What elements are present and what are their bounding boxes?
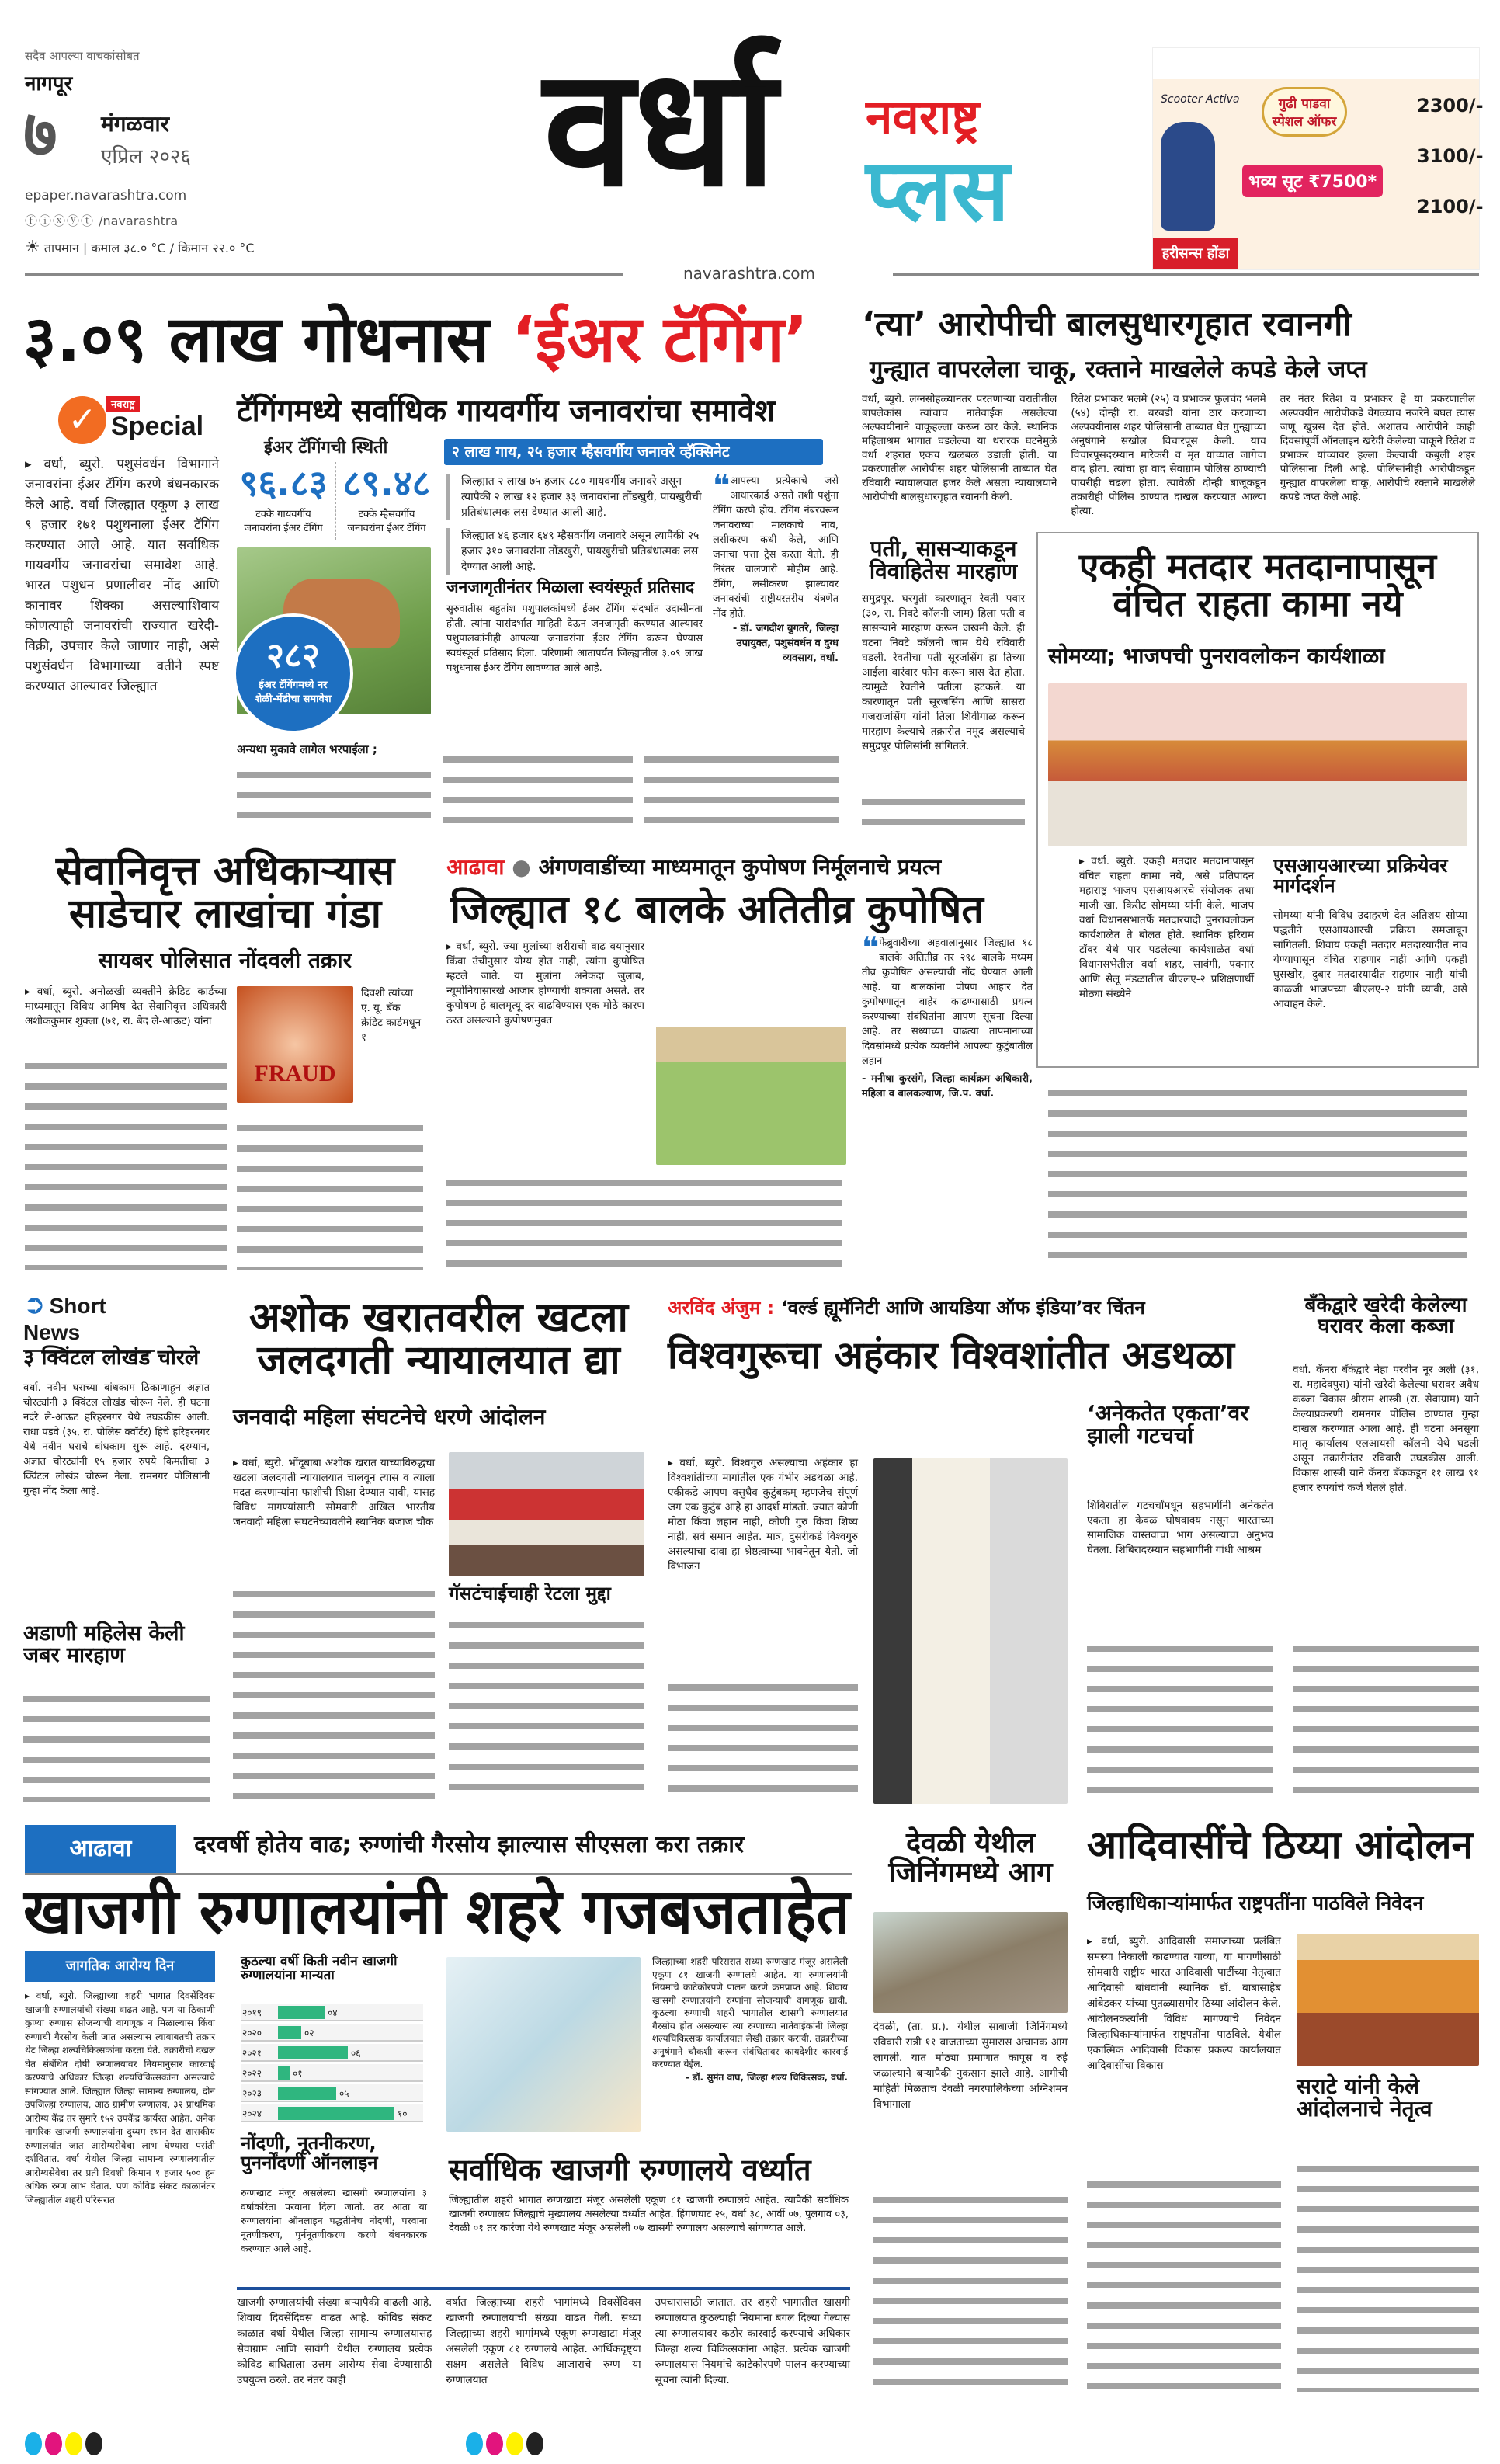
juvenile-col: रितेश प्रभाकर भलमे (२५) व प्रभाकर फुलचंद भलमे (५४) दोन्ही रा. बरबडी यांना ठार करणाऱ्या अल्पवयीनास शहर पोलिसांनी ताब्यात घेत गुन्ह्याच्या अनुषंगाने सखोल विचारपूस केली. याच विचारपूसदरम्यान मारेकरी व मृत यांच्यात जागेचा वाद होता. त्यांचा हा वाद सेवाग्राम पोलिस ठाण्याची पायरीही चढला होता. त्यावेळी दोन्ही बाजूकडून तक्रारीही पोलिस ठाण्यात दाखल करण्यात आल्या होत्या. (1071, 393, 1266, 517)
lead-headline-black: ३.०९ लाख गोधनास (23, 303, 490, 377)
devli-body: देवळी, (ता. प्र.). येथील साबाजी जिनिंगमध्ये रविवारी रात्री ११ वाजताच्या सुमारास अचानक आग लागली. यात मोठ्या प्रमाणात कापूस व रुई जळाल्याने बऱ्यापैकी नुकसान झाले आहे. आगीची माहिती मिळताच देवळी नगरपालिकेच्या अग्निशमन विभागाला (873, 2021, 1068, 2111)
anekta-head: ‘अनेकतेत एकता’वर झाली गटचर्चा (1087, 1400, 1249, 1449)
sarate-body (1297, 2159, 1479, 2392)
voter-body: ▸ वर्धा. ब्युरो. एकही मतदार मतदानापासून वंचित राहता कामा नये, असे प्रतिपादन महाराष्ट्र भाजप एसआयआरचे संयोजक तथा माजी खा. किरीट सोमय्या यांनी केले. भाजप वर्धा विधानसभातर्फे मतदारयादी पुनरावलोकन कार्यशाळेत ते बोलत होते. स्थानिक हरिराम टॉवर येथे पार पडलेल्या कार्यशाळेत वर्धा विधानसभेतील वर्धा शहर, सावंगी, पवनार आणि सेलू मंडळातील बीएलए-२ प्रशिक्षणार्थी मोठ्या संख्येने (1079, 855, 1254, 1000)
most-hospitals-body: जिल्ह्यातील शहरी भागात रुग्णखाटा मंजूर असलेली एकूण ८१ खाजगी रुग्णालये आहेत. त्यापैकी सर्वाधिक खाजगी रुग्णालय जिल्ह्याचे मुख्यालय असलेल्या वर्ध्यात आहेत. हिंगणघाट २५, वर्धा ३८, आर्वी ०७, पुलगाव ०३, देवळी ०१ तर कारंजा येथे रुग्णखाट मंजूर असलेली ०७ खासगी रुग्णालय असल्याचे सांगण्यात आले. (449, 2195, 849, 2234)
bank-headline: बँकेद्वारे खरेदी केलेल्या घरावर केला कब्जा (1304, 1294, 1467, 1339)
approval-bar-chart (241, 2004, 423, 2128)
short-news-title: Short News (23, 1294, 106, 1344)
quote-text: फेब्रुवारीच्या अहवालानुसार जिल्ह्यात १८ बालके अतितीव्र तर २९८ बालके मध्यम तीव्र कुपोषित असल्याची नोंद घेण्यात आली आहे. या बालकांना पोषण आहार देत कुपोषणातून बाहेर काढण्यासाठी प्रयत्न करण्याच्या संबंधितांना आपण सूचना दिल्या आहे. तर सध्याच्या वाढत्या तापमानाच्या दिवसांमध्ये प्रत्येक व्यक्तीने आपल्या कुटुंबातील लहान (862, 937, 1033, 1067)
fire-photo (873, 1912, 1068, 2013)
voter-headline: एकही मतदार मतदानापासून वंचित राहता कामा नये (1078, 545, 1437, 625)
bullet-item: जिल्ह्यात ४६ हजार ६४९ म्हैसवर्गीय जनावरे असून त्यापैकी २५ हजार ३१० जनावरांना तोंडखुरी, पायखुरीची प्रतिबंधात्मक लस देण्यात आली आहे. (446, 528, 703, 575)
bullet-dot-icon: ● (512, 854, 531, 880)
devli-more (873, 2190, 1068, 2392)
sir-head: एसआयआरच्या प्रक्रियेवर मार्गदर्शन (1273, 854, 1448, 898)
kicker-rule (25, 1873, 852, 1875)
chart-data-label: ०५ (339, 2088, 349, 2099)
fraud-body: ▸ वर्धा, ब्युरो. अनोळखी व्यक्तीने क्रेडिट कार्डच्या माध्यमातून विविध आमिष देत सेवानिवृत्त अधिकारी अशोककुमार शुक्ला (७१, रा. बेद ले-आऊट) यांना (25, 985, 227, 1027)
weather-icon: ☀ (25, 238, 40, 257)
kicker-text: अंगणवाडींच्या माध्यमातून कुपोषण निर्मूलनाचे प्रयत्न (538, 854, 942, 880)
status-title: ईअर टॅगिंगची स्थिती (264, 438, 388, 457)
registration-marks (25, 2432, 106, 2459)
quote-author: - डॉ. सुमंत वाघ, जिल्हा शल्य चिकित्सक, वर्धा. (685, 2071, 848, 2083)
header-epaper[interactable]: epaper.navarashtra.com (25, 188, 187, 203)
chart-row (241, 2024, 423, 2042)
chart-row (241, 2104, 423, 2122)
ad-price-3: 2100/- (1417, 196, 1484, 217)
protest-photo (449, 1452, 644, 1576)
lead-lower-text-3 (644, 749, 839, 823)
malnutrition-more (446, 1173, 842, 1270)
chart-tick-label: २०१९ (242, 2007, 262, 2018)
sarate-head: सराटे यांनी केले आंदोलनाचे नेतृत्व (1297, 2073, 1432, 2122)
hospitals-headline: खाजगी रुग्णालयांनी शहरे गजबजताहेत (23, 1875, 850, 1948)
lead-subhead: टॅगिंगमध्ये सर्वाधिक गायवर्गीय जनावरांचा समावेश (237, 394, 776, 429)
quote-author: - डॉ. जगदीश बुगतरे, जिल्हा उपायुक्त, पशुसंवर्धन व दुग्ध व्यवसाय, वर्धा. (732, 623, 839, 664)
short-news-item-body: वर्धा. नवीन घराच्या बांधकाम ठिकाणाहून अज्ञात चोरट्यांनी ३ क्विंटल लोखंड चोरून नेले. ही घटना नदंरे ले-आऊट हरिहरनगर येथे उघडकीस आली. राधा पडवे (३५, रा. पोलिस क्वॉर्टर) हिचे हरिहरनगर येथे नवीन घराचे बांधकाम सुरू आहे. दरम्यान, अज्ञात चोरट्यांनी १५ हजार रुपये किमतीचा ३ क्विंटल लोखंड चोरून नेला. रामनगर पोलिसांनी गुन्हा नोंद केला आहे. (23, 1382, 210, 1497)
weather-label: तापमान (43, 241, 79, 255)
awareness-head: जनजागृतीनंतर मिळाला स्वयंस्फूर्त प्रतिसाद (446, 578, 695, 596)
ad-discount: भव्य सूट ₹7500* (1242, 165, 1383, 197)
kharat-headline: अशोक खरातवरील खटला जलदगती न्यायालयात द्या (249, 1295, 628, 1384)
juvenile-col: वर्धा, ब्युरो. लग्नसोहळ्यानंतर परतणाऱ्या वरातीतील बापलेकांस त्यांचाच नातेवाईक असलेल्या अल्पवयीनाने चाकूहल्ला करून ठार केले. स्थानिक महिलाश्रम भागात घडलेल्या या थरारक घटनेमुळे वर्धा शहरात एकच खळबळ उडाली होती. या प्रकरणातील आरोपीस शहर पोलिसांनी ताब्यात घेत रविवारी न्यायालयात हजर केले असता न्यायालयाने आरोपीची बालसुधारगृहात रवानगी केली. (862, 393, 1057, 503)
bank-body: वर्धा. कॅनरा बँकेद्वारे नेहा परवीन नूर अली (३१, रा. महादेवपुरा) यांनी खरेदी केलेल्या घरावर अवैध कब्जा विकास श्रीराम शास्त्री (रा. सेवाग्राम) याने केल्याप्रकरणी रामनगर पोलिस ठाण्यात गुन्हा दाखल करण्यात आला आहे. ही घटना अनसूया मातृ कार्यालय एलआयसी कॉलनी येथे घडली असून तक्रारीनंतर रविवारी उघडकीस आली. विकास शास्त्री याने कॅनरा बँककडून ११ लाख ९१ हजार रुपयांचे कर्ज घेतले होते. (1293, 1364, 1479, 1494)
stat-buffalo (340, 458, 433, 534)
bullet-item: जिल्ह्यात २ लाख ७५ हजार ८८० गायवर्गीय जनावरे असून त्यापैकी २ लाख १२ हजार ३३ जनावरांना तोंडखुरी, पायखुरीची प्रतिबंधात्मक लस देण्यात आली आहे. (446, 474, 703, 520)
masthead-brand-red: नवराष्ट्र (866, 89, 980, 145)
juvenile-col: तर नंतर रितेश व प्रभाकर हे या प्रकरणातील अल्पवयीन आरोपीकडे वेगळ्याच नजरेने बघत त्यास जणू खुन्नस देत होते. अशातच आरोपीने काही दिवसांपूर्वी ऑनलाइन खरेदी केलेल्या चाकूने रितेश व प्रभाकर यांच्यावर हल्ला केल्याची कबुली शहर पोलिसांना दिली आहे. पोलिसांनीही आरोपीकडून गुन्ह्यात वापरलेला चाकू, आरोपीचे रक्ताने माखलेले कपडे जप्त केले आहे. (1280, 393, 1475, 503)
social-handle: /navarashtra (99, 214, 179, 228)
bullet-list (446, 474, 703, 575)
fraud-image-word: FRAUD (254, 1061, 336, 1086)
header-rule-left (25, 273, 623, 276)
bank-more (1293, 1639, 1479, 1802)
voter-subhead: सोमय्या; भाजपची पुनरावलोकन कार्यशाळा (1048, 643, 1385, 669)
lead-lower-text-1 (237, 765, 431, 823)
kharat-more-1 (233, 1584, 435, 1802)
chart-row (241, 2044, 423, 2062)
assault-body: समुद्रपूर. घरगुती कारणातून रेवती पवार (३०, रा. निवटे कॉलनी जाम) हिला पती व सासऱ्याने मारहाण करून जखमी केले. ही घटना निवटे कॉलनी जाम येथे रविवारी घडली. रेवतीचा पती सूरजसिंग हा तिच्या आईला वारंवार फोन करून त्रास देत होता. त्यामुळे रेवतीने पतीला हटकले. या कारणातून पती सूरजसिंग आणि सासरा गजराजसिंग यांनी तिला शिवीगाळ करून मारहाण केल्याचे तक्रारीत नमूद असल्याचे समुद्रपूर पोलिसांनी सांगितले. (862, 593, 1025, 752)
chart-bar (278, 2046, 348, 2059)
tribal-subhead: जिल्हाधिकाऱ्यांमार्फत राष्ट्रपतींना पाठविले निवेदन (1087, 1892, 1424, 1914)
chart-data-label: ०४ (328, 2007, 338, 2018)
ad-dealer: हरीसन्स होंडा (1153, 238, 1238, 269)
kicker-text: ‘वर्ल्ड ह्यूमॅनिटी आणि आयडिया ऑफ इंडिया’वर चिंतन (780, 1297, 1145, 1319)
tribal-protest-photo (1297, 1934, 1479, 2066)
stat-buffalo-label: टक्के म्हैसवर्गीय जनावरांना ईअर टॅगिंग (347, 509, 426, 534)
anjum-body: ▸ वर्धा, ब्युरो. विश्वगुरु असल्याचा अहंकार हा विश्वशांतीच्या मार्गातील एक गंभीर अडथळा आहे. एकीकडे आपण वसुधैव कुटुंबकम् म्हणजेच संपूर्ण जग एक कुटुंब आहे हा आदर्श मांडतो. ज्यात कोणी मोठा किंवा लहान नाही, कोणी गुरु किंवा शिष्य नाही, सर्व समान आहेत. मात्र, दुसरीकडे विश्वगुरु असल्याचा दावा हा श्रेष्ठत्वाच्या भावनेतून येतो. जो विभाजन (668, 1457, 858, 1573)
chart-title: कुठल्या वर्षी किती नवीन खाजगी रुग्णालयांना मान्यता (241, 1954, 398, 1983)
vaccine-bar-text: २ लाख गाय, २५ हजार म्हैसवर्गीय जनावरे व्हॅक्सिनेट (452, 443, 730, 460)
chart-data-label: १० (398, 2108, 408, 2119)
hospitals-quote (652, 1955, 848, 2083)
hospitals-kicker-tag: आढावा (25, 1825, 176, 1873)
lead-lower-text-2 (443, 749, 633, 823)
ad-banner[interactable] (1153, 48, 1484, 269)
hospitals-col: वर्षात जिल्ह्याच्या शहरी भागांमध्ये दिवसेंदिवस खाजगी रुग्णालयांची संख्या वाढत गेली. सध्या जिल्ह्याच्या शहरी भागांमध्ये एकूण रुग्णखाटा मंजूर असलेली एकूण ८१ रुग्णालये आहेत. आर्थिकदृष्ट्या सक्षम असलेले विविध आजाराचे रुग्ण या रुग्णालयात (446, 2296, 641, 2386)
short-news-icon: ➲ (23, 1289, 46, 1320)
special-label: Special (111, 412, 204, 441)
badge-value: २८२ (266, 636, 320, 676)
chart-data-label: ०१ (293, 2068, 303, 2079)
hospitals-col: उपचारासाठी जातात. तर शहरी भागातील खासगी रुग्णालयात कुठल्याही नियमांना बगल दिल्या गेल्यास त्या रुग्णालयावर कठोर कारवाई करण्याचे अधिकार जिल्हा शल्य चिकित्सकांना आहेत. प्रत्येक खाजगी रुग्णालयास नियमांचे काटेकोरपणे पालन करण्याच्या सूचना त्यांनी दिल्या. (655, 2296, 850, 2386)
hospitals-cols (237, 2295, 850, 2388)
header-rule-right (893, 273, 1479, 276)
stat-cow-label: टक्के गायवर्गीय जनावरांना ईअर टॅगिंग (244, 509, 323, 534)
kicker-label: अरविंद अंजुम : (668, 1297, 775, 1319)
header-city: नागपूर (25, 72, 73, 96)
malnutrition-kicker (446, 856, 941, 878)
chart-tick-label: २०२० (242, 2028, 262, 2038)
ad-price-1: 2300/- (1417, 95, 1484, 116)
badge-label: ईअर टॅगिंगमध्ये नर शेळी-मेंढीचा समावेश (255, 679, 332, 705)
fraud-subhead: सायबर पोलिसात नोंदवली तक्रार (98, 947, 352, 973)
header-weekday: मंगळवार (101, 111, 170, 137)
tribal-more (1087, 2174, 1281, 2392)
quote-author: - मनीषा कुरसंगे, जिल्हा कार्यक्रम अधिकारी, महिला व बालकल्याण, जि.प. वर्धा. (862, 1073, 1033, 1100)
workshop-photo (1048, 683, 1467, 846)
compensation-head: अन्यथा मुकावे लागेल भरपाईला ; (237, 742, 377, 756)
juvenile-subhead: गुन्ह्यात वापरलेला चाकू, रक्ताने माखलेले कपडे केले जप्त (870, 356, 1367, 384)
fraud-more-1 (25, 1056, 227, 1270)
kharat-subhead: जनवादी महिला संघटनेचे धरणे आंदोलन (233, 1404, 546, 1430)
sir-body: सोमय्या यांनी विविध उदाहरणे देत अतिशय सोप्या पद्धतीने एसआयआरची प्रक्रिया समजावून सांगितली. शिवाय एकही मतदार मतदारयादीत नाव येण्यापासून वंचित राहणार नाही आणि एकही घुसखोर, दुबार मतदारयादीत राहणार नाही यांची काळजी भाजपच्या बीएलए-२ यांनी घ्यावी, असे आवाहन केले. (1273, 909, 1467, 1010)
awareness-body: सुरुवातीस बहुतांश पशुपालकांमध्ये ईअर टॅगिंग संदर्भात उदासीनता होती. त्यांना यासंदर्भात माहिती देऊन जनजागृती करण्यात आल्यावर पशुपालकांनीही आपल्या जनावरांना ईअर टॅगिंग करून घेण्यास स्वयंस्फूर्त प्रतिसाद दिला. परिणामी आतापर्यंत जिल्ह्यातील ३.०९ लाख पशुधनास ईअर टॅगिंग लावण्यात आले आहे. (446, 603, 703, 674)
chart-data-label: ०६ (351, 2048, 361, 2059)
anjum-more (668, 1677, 858, 1802)
malnutrition-body: ▸ वर्धा, ब्युरो. ज्या मुलांच्या शरीराची वाढ वयानुसार किंवा उंचीनुसार योग्य होत नाही, त्यांना कुपोषित म्हटले जाते. या मुलांना अनेकदा जुलाब, न्यूमोनियासारखे आजार होण्याची शक्यता असते. तर कुपोषण हे बालमृत्यू दर वाढविण्यास एक मोठे कारण ठरत असल्याने कुपोषणमुक्त (446, 940, 644, 1027)
fraud-more-2 (237, 1118, 423, 1270)
lead-headline-red: ‘ईअर टॅगिंग’ (511, 303, 808, 377)
gas-head: गॅसटंचाईचाही रेटला मुद्दा (449, 1583, 611, 1604)
stat-cow (237, 458, 330, 534)
devli-headline: देवळी येथील जिनिंगमध्ये आग (888, 1827, 1053, 1889)
ad-scooter-image (1161, 122, 1215, 231)
malnutrition-headline: जिल्ह्यात १८ बालके अतितीव्र कुपोषित (450, 887, 984, 932)
masthead-title: वर्धा (543, 33, 777, 223)
fraud-image (237, 986, 353, 1103)
ad-offer-title: गुढी पाडवा स्पेशल ऑफर (1262, 87, 1347, 137)
stat-divider (335, 462, 336, 540)
ad-price-2: 3100/- (1417, 145, 1484, 167)
health-day-tag: जागतिक आरोग्य दिन (25, 1951, 215, 1982)
anjum-headline: विश्वगुरूचा अहंकार विश्वशांतीत अडथळा (668, 1333, 1234, 1378)
weather: ☀ तापमान | कमाल ३८.० °C / किमान २२.० °C (25, 238, 255, 257)
lead-quote (713, 468, 839, 666)
chart-row (241, 2064, 423, 2082)
check-icon: ✓ (58, 396, 106, 444)
short-news-header (23, 1289, 155, 1352)
hospitals-body: ▸ वर्धा, ब्युरो. जिल्ह्याच्या शहरी भागात दिवसेंदिवस खाजगी रुग्णालयांची संख्या वाढत आहे. पण या ठिकाणी कुण्या रुग्णास सोजन्याची वागणूक न मिळाल्यास किंवा रुग्णाची गैरसोय केली जात असल्यास त्याबाबतची तक्रार थेट जिल्हा शल्यचिकित्सकांना करता येते. तक्रारीची दखल घेत संबंधित दोषी रुग्णालयावर नियमानुसार कारवाई करण्याचे अधिकार जिल्हा शल्यचिकित्सकांना असल्याचे सांगण्यात आले. जिल्ह्यात जिल्हा सामान्य रुग्णालय, दोन उपजिल्हा रुग्णालय, आठ ग्रामीण रुग्णालय, ३२ प्राथमिक आरोग्य केंद्र तर सुमारे १५२ उपकेंद्र कार्यरत आहेत. अनेक नागरिक खाजगी रुग्णालयांना दुय्यम स्थान देत शासकीय रुग्णालयांत जात आरोग्यसेवेचा लाभ घेण्यास पसंती दर्शवितात. वर्धा येथील जिल्हा सामान्य रुग्णालयातील आरोग्यसेवेचा तर प्रती दिवशी किमान १ हजार ५०० हून अधिक रुग्ण लाभ घेतात. पण कोविड संकट काळानंतर जिल्ह्यातील शहरी परिसरात (25, 1990, 215, 2205)
malnutrition-quote (862, 930, 1033, 1101)
chart-tick-label: २०२२ (242, 2068, 262, 2079)
hospital-illustration (446, 1957, 641, 2132)
website[interactable]: navarashtra.com (683, 264, 815, 283)
header-month-year: एप्रिल २०२६ (101, 145, 191, 169)
badge-circle (233, 613, 353, 734)
masthead-brand-blue: प्लस (866, 141, 1009, 240)
fraud-body-2: दिवशी त्यांच्या ए. यू. बँक क्रेडिट कार्डमधून १ (361, 987, 422, 1044)
tribal-body: ▸ वर्धा, ब्युरो. आदिवासी समाजाच्या प्रलंबित समस्या निकाली काढण्यात याव्या, या मागणीसाठी सोमवारी राष्ट्रीय भारत आदिवासी पार्टीच्या नेतृत्वात आदिवासी बांधवांनी स्थानिक डॉ. बाबासाहेब आंबेडकर यांच्या पुतळ्यासमोर ठिय्या आंदोलन केले. आंदोलनकर्त्यांनी विविध मागण्यांचे निवेदन जिल्हाधिकाऱ्यांमार्फत राष्ट्रपतींना पाठविले. येथील एकात्मिक आदिवासी विकास प्रकल्प कार्यालयात आदिवासींचा विकास (1087, 1935, 1281, 2072)
voter-more (1048, 1083, 1467, 1270)
chart-bar (278, 2026, 301, 2039)
fraud-headline: सेवानिवृत्त अधिकाऱ्यास साडेचार लाखांचा गंडा (55, 848, 395, 937)
chart-row (241, 2004, 423, 2021)
stat-cow-value: ९६.८३ (239, 462, 328, 504)
header-tagline: सदैव आपल्या वाचकांसोबत (25, 49, 140, 63)
registration-marks (466, 2432, 547, 2459)
lead-headline (23, 303, 808, 377)
kharat-body: ▸ वर्धा, ब्युरो. भोंदूबाबा अशोक खरात याच्याविरुद्धचा खटला जलदगती न्यायालयात चालवून त्यास व त्याला मदत करणाऱ्यांना फाशीची शिक्षा देण्यात यावी, यासह विविध मागण्यांसाठी सोमवारी अखिल भारतीय जनवादी महिला संघटनेच्यावतीने स्थानिक बजाज चौक (233, 1457, 435, 1528)
weather-temp: कमाल ३८.० °C / किमान २२.० °C (91, 241, 255, 255)
stat-buffalo-value: ८९.४८ (342, 462, 431, 504)
kharat-more-2 (449, 1615, 644, 1802)
special-brand: नवराष्ट्र (106, 396, 140, 412)
vaccine-bar (444, 439, 823, 465)
assault-headline: पती, सासऱ्याकडून विवाहितेस मारहाण (869, 536, 1018, 585)
short-news-item-head: अडाणी महिलेस केली जबर मारहाण (23, 1621, 185, 1668)
chart-bar (278, 2087, 336, 2100)
kicker-label: आढावा (446, 854, 505, 880)
quote-icon: ❝ (862, 930, 880, 964)
assault-more (862, 792, 1025, 827)
lead-body: ▸ वर्धा, ब्युरो. पशुसंवर्धन विभागाने जनावरांना ईअर टॅगिंग करणे बंधनकारक केले आहे. वर्धा जिल्ह्यात एकूण ३ लाख ९ हजार १७१ पशुधनाला ईअर टॅगिंग करण्यात आले आहे. यात सर्वाधिक गायवर्गीय जनावरांचा समावेश आहे. भारत पशुधन प्रणालीवर नोंद आणि कानावर शिक्का असल्याशिवाय कोणत्याही जनावरांची राज्यात खरेदी-विक्री, उपचार केले जाणार नाही, असे पशुसंवर्धन विभागाच्या वतीने स्पष्ट करण्यात आल्यावर जिल्ह्यात (25, 457, 219, 694)
short-news-item-body (23, 1689, 210, 1802)
anekta-body: शिबिरातील गटचर्चांमधून सहभागींनी अनेकतेत एकता हा केवळ घोषवाक्य नसून भारताच्या सामाजिक वास्तवाचा भाग असल्याचा अनुभव घेतला. शिबिरादरम्यान सहभागींनी गांधी आश्रम (1087, 1500, 1273, 1556)
online-head: नोंदणी, नूतनीकरण, पुनर्नोंदणी ऑनलाइन (241, 2132, 378, 2174)
chart-bar (278, 2107, 394, 2120)
chart-bar (278, 2066, 290, 2080)
header-date-day: ७ (23, 96, 57, 172)
tribal-headline: आदिवासींचे ठिय्या आंदोलन (1087, 1823, 1474, 1868)
chart-tick-label: २०२३ (242, 2088, 262, 2099)
section-rule (237, 2287, 850, 2290)
quote-icon: ❝ (713, 468, 731, 502)
most-hospitals-head: सर्वाधिक खाजगी रुग्णालये वर्ध्यात (449, 2153, 811, 2187)
hospitals-col: खाजगी रुग्णालयांची संख्या बऱ्यापैकी वाढली आहे. शिवाय दिवसेंदिवस वाढत आहे. कोविड संकट काळात वर्धा येथील जिल्हा सामान्य रुग्णालयासह सेवाग्राम आणि सावंगी येथील रुग्णालय प्रत्येक कोविड बाधिताला उत्तम आरोग्य सेवा देण्यासाठी उपयुक्त ठरले. तर नंतर काही (237, 2296, 432, 2386)
quote-text: जिल्ह्याच्या शहरी परिसरात सध्या रुग्णखाट मंजूर असलेली एकूण ८१ खाजगी रुग्णालये आहेत. या रुग्णालयांनी नियमांचे काटेकोरपणे पालन करणे क्रमप्राप्त आहे. शिवाय खासगी रुग्णालयांनी रुग्णांना सौजन्याची वागणूक द्यावी. कुठल्या रुग्णाची शहरी भागातील खासगी रुग्णालयात गैरसोय होत असल्यास त्या रुग्णाच्या नातेवाईकांनी जिल्हा शल्यचिकित्सक कार्यालयात लेखी तक्रार करावी. तक्रारीच्या अनुषंगाने चौकशी करून संबंधितावर कायदेशीर कारवाई करण्यात येईल. (652, 1956, 848, 2070)
juvenile-cols (862, 392, 1475, 518)
chart-tick-label: २०२४ (242, 2108, 262, 2119)
special-logo (58, 396, 214, 447)
online-body: रुग्णखाट मंजूर असलेल्या खासगी रुग्णालयांना ३ वर्षाकरिता परवाना दिला जातो. तर आता या रुग्णालयांना ऑनलाइन पद्धतीनेच नोंदणी, परवाना नूतणीकरण, पुर्ननूतणीकरण करणे बंधनकारक करण्यात आले आहे. (241, 2187, 427, 2254)
anekta-more (1087, 1639, 1273, 1802)
short-news-item-head: ३ क्विंटल लोखंड चोरले (23, 1346, 200, 1370)
juvenile-headline: ‘त्या’ आरोपीची बालसुधारगृहात रवानगी (862, 304, 1352, 344)
ad-product: Scooter Activa (1161, 93, 1240, 106)
hospitals-kicker-text: दरवर्षी होतेय वाढ; रुग्णांची गैरसोय झाल्यास सीएसला करा तक्रार (194, 1831, 745, 1858)
malnutrition-illustration (656, 936, 846, 1165)
anjum-kicker (668, 1298, 1145, 1318)
chart-data-label: ०२ (304, 2028, 314, 2038)
chart-bar (278, 2006, 325, 2019)
speaker-photo (873, 1458, 1068, 1804)
chart-row (241, 2084, 423, 2102)
social-icons[interactable]: ⓕⓘⓧⓨⓣ (25, 214, 95, 228)
chart-tick-label: २०२१ (242, 2048, 262, 2059)
quote-text: आपल्या प्रत्येकाचे जसे आधारकार्ड असते तशी पशुंना टॅगिंग करणे होय. टॅगिंग नंबरवरून जनावराच्या मालकाचे नाव, लसीकरण कधी केले, आणि जनाचा पत्ता ट्रेस करता येतो. ही निरंतर चालणारी मोहीम आहे. टॅगिंग, लसीकरण झाल्यावर जनावरांची राष्ट्रीयस्तरीय यंत्रणेत नोंद होते. (713, 475, 839, 620)
social-links[interactable] (25, 211, 178, 229)
